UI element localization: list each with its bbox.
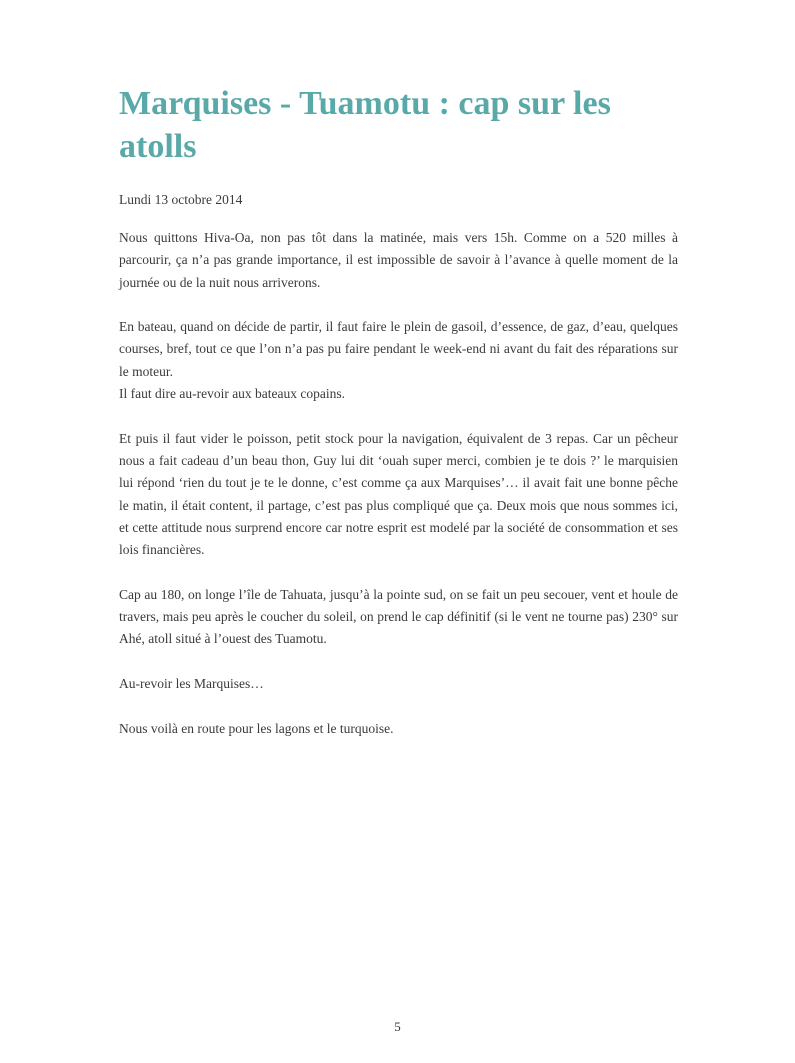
paragraph-4: Cap au 180, on longe l’île de Tahuata, jusqu’à la pointe sud, on se fait un peu secouer, vent et houle de travers, mais peu après le coucher du soleil, on prend le cap définitif (si le vent ne tourne pas) 230° sur Ahé, atoll situé à l’ouest des Tuamotu. (119, 586, 678, 647)
page-title: Marquises - Tuamotu : cap sur les atolls (119, 85, 611, 165)
page-number: 5 (394, 1019, 401, 1034)
paragraph-2: En bateau, quand on décide de partir, il faut faire le plein de gasoil, d’essence, de gaz, d’eau, quelques courses, bref, tout ce que l’on n’a pas pu faire pendant le week-end ni avant du fait des réparations sur le moteur. Il faut dire au-revoir aux bateaux copains. (119, 319, 678, 402)
article-body (119, 227, 678, 762)
paragraph-1: Nous quittons Hiva-Oa, non pas tôt dans la matinée, mais vers 15h. Comme on a 520 milles à parcourir, ça n’a pas grande importance, il est impossible de savoir à l’avance à quelle moment de la journée ou de la nuit nous arriverons. (119, 230, 678, 290)
paragraph-3: Et puis il faut vider le poisson, petit stock pour la navigation, équivalent de 3 repas. Car un pêcheur nous a fait cadeau d’un beau thon, Guy lui dit ‘ouah super merci, combien je te dois ?’ le marquisien lui répond ‘rien du tout je te le donne, c’est comme ça aux Marquises’… il avait fait une bonne pêche le matin, il était content, il partage, c’est pas plus compliqué que ça. Deux mois que nous sommes ici, et cette attitude nous surprend encore car notre esprit est modelé par la société de consommation et ses lois financières. (119, 430, 678, 558)
paragraph-5: Au-revoir les Marquises… (119, 675, 264, 691)
post-date: Lundi 13 octobre 2014 (119, 192, 243, 207)
paragraph-6: Nous voilà en route pour les lagons et le turquoise. (119, 720, 394, 736)
